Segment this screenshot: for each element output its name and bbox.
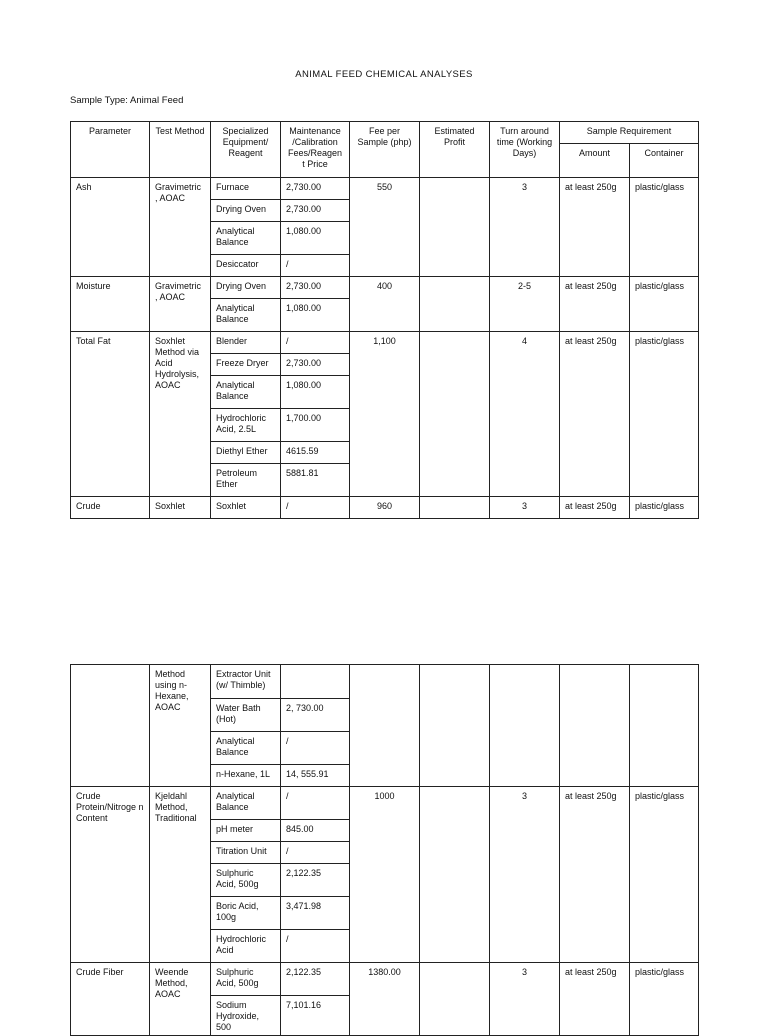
analyses-table-page-1 [70,121,699,519]
container-crude-continued [630,665,699,787]
price-cell: 2,730.00 [281,277,350,299]
turnaround-total-fat: 4 [490,332,560,497]
equipment-cell: Furnace [211,178,281,200]
equipment-cell: Soxhlet [211,497,281,519]
price-cell: 14, 555.91 [281,765,350,787]
method-crude: Soxhlet [150,497,211,519]
header-test-method: Test Method [150,122,211,178]
price-cell: 2,730.00 [281,354,350,376]
method-ash: Gravimetric , AOAC [150,178,211,277]
header-maintenance: Maintenance /Calibration Fees/Reagen t Price [281,122,350,178]
equipment-cell: n-Hexane, 1L [211,765,281,787]
equipment-cell: Hydrochloric Acid [211,930,281,963]
equipment-cell: Sulphuric Acid, 500g [211,963,281,996]
profit-ash [420,178,490,277]
parameter-total-fat: Total Fat [71,332,150,497]
container-moisture: plastic/glass [630,277,699,332]
price-cell: / [281,255,350,277]
turnaround-moisture: 2-5 [490,277,560,332]
price-cell: 845.00 [281,820,350,842]
amount-crude: at least 250g [560,497,630,519]
equipment-cell: Analytical Balance [211,787,281,820]
profit-crude-continued [420,665,490,787]
fee-ash: 550 [350,178,420,277]
container-crude-fiber: plastic/glass [630,963,699,1036]
amount-total-fat: at least 250g [560,332,630,497]
method-crude-protein: Kjeldahl Method, Traditional [150,787,211,963]
amount-crude-fiber: at least 250g [560,963,630,1036]
price-cell: / [281,732,350,765]
price-cell: 1,080.00 [281,222,350,255]
equipment-cell: Boric Acid, 100g [211,897,281,930]
fee-moisture: 400 [350,277,420,332]
amount-ash: at least 250g [560,178,630,277]
equipment-cell: Freeze Dryer [211,354,281,376]
price-cell: 2,730.00 [281,178,350,200]
profit-crude [420,497,490,519]
fee-total-fat: 1,100 [350,332,420,497]
price-cell: / [281,842,350,864]
header-fee: Fee per Sample (php) [350,122,420,178]
document-title: ANIMAL FEED CHEMICAL ANALYSES [295,69,473,80]
price-cell: 4615.59 [281,442,350,464]
header-amount: Amount [560,144,630,178]
equipment-cell: Titration Unit [211,842,281,864]
price-cell: 2,122.35 [281,864,350,897]
price-cell: 3,471.98 [281,897,350,930]
parameter-ash: Ash [71,178,150,277]
profit-moisture [420,277,490,332]
amount-crude-continued [560,665,630,787]
method-moisture: Gravimetric , AOAC [150,277,211,332]
equipment-cell: Analytical Balance [211,732,281,765]
amount-moisture: at least 250g [560,277,630,332]
method-crude-fiber: Weende Method, AOAC [150,963,211,1036]
turnaround-crude-fiber: 3 [490,963,560,1036]
price-cell: 1,080.00 [281,299,350,332]
header-turnaround: Turn around time (Working Days) [490,122,560,178]
container-total-fat: plastic/glass [630,332,699,497]
equipment-cell: Sodium Hydroxide, 500 [211,996,281,1036]
profit-crude-fiber [420,963,490,1036]
equipment-cell: Analytical Balance [211,376,281,409]
fee-crude-fiber: 1380.00 [350,963,420,1036]
equipment-cell: Diethyl Ether [211,442,281,464]
method-total-fat: Soxhlet Method via Acid Hydrolysis, AOAC [150,332,211,497]
price-cell: / [281,497,350,519]
equipment-cell: Drying Oven [211,200,281,222]
header-equipment: Specialized Equipment/ Reagent [211,122,281,178]
equipment-cell: Blender [211,332,281,354]
container-crude: plastic/glass [630,497,699,519]
price-cell: 5881.81 [281,464,350,497]
fee-crude-continued [350,665,420,787]
fee-crude: 960 [350,497,420,519]
analyses-table-page-2 [70,664,699,1036]
parameter-crude-protein: Crude Protein/Nitroge n Content [71,787,150,963]
header-sample-requirement: Sample Requirement [560,122,699,144]
price-cell: / [281,930,350,963]
price-cell: 7,101.16 [281,996,350,1036]
parameter-moisture: Moisture [71,277,150,332]
container-crude-protein: plastic/glass [630,787,699,963]
header-profit: Estimated Profit [420,122,490,178]
parameter-crude: Crude [71,497,150,519]
profit-total-fat [420,332,490,497]
price-cell: 1,080.00 [281,376,350,409]
equipment-cell: Extractor Unit (w/ Thimble) [211,665,281,699]
equipment-cell: Sulphuric Acid, 500g [211,864,281,897]
equipment-cell: Analytical Balance [211,222,281,255]
turnaround-crude-continued [490,665,560,787]
fee-crude-protein: 1000 [350,787,420,963]
turnaround-crude: 3 [490,497,560,519]
page-break [0,560,768,620]
equipment-cell: Drying Oven [211,277,281,299]
price-cell: / [281,787,350,820]
turnaround-crude-protein: 3 [490,787,560,963]
equipment-cell: pH meter [211,820,281,842]
method-crude-continued: Method using n-Hexane, AOAC [150,665,211,787]
amount-crude-protein: at least 250g [560,787,630,963]
price-cell: / [281,332,350,354]
equipment-cell: Hydrochloric Acid, 2.5L [211,409,281,442]
equipment-cell: Desiccator [211,255,281,277]
equipment-cell: Petroleum Ether [211,464,281,497]
profit-crude-protein [420,787,490,963]
price-cell: 2, 730.00 [281,699,350,732]
price-cell: 2,122.35 [281,963,350,996]
sample-type-label: Sample Type: Animal Feed [70,95,184,106]
turnaround-ash: 3 [490,178,560,277]
header-parameter: Parameter [71,122,150,178]
header-container: Container [630,144,699,178]
price-cell: 2,730.00 [281,200,350,222]
price-cell: 1,700.00 [281,409,350,442]
equipment-cell: Water Bath (Hot) [211,699,281,732]
parameter-crude-fiber: Crude Fiber [71,963,150,1036]
container-ash: plastic/glass [630,178,699,277]
price-cell [281,665,350,699]
parameter-crude-continued [71,665,150,787]
equipment-cell: Analytical Balance [211,299,281,332]
